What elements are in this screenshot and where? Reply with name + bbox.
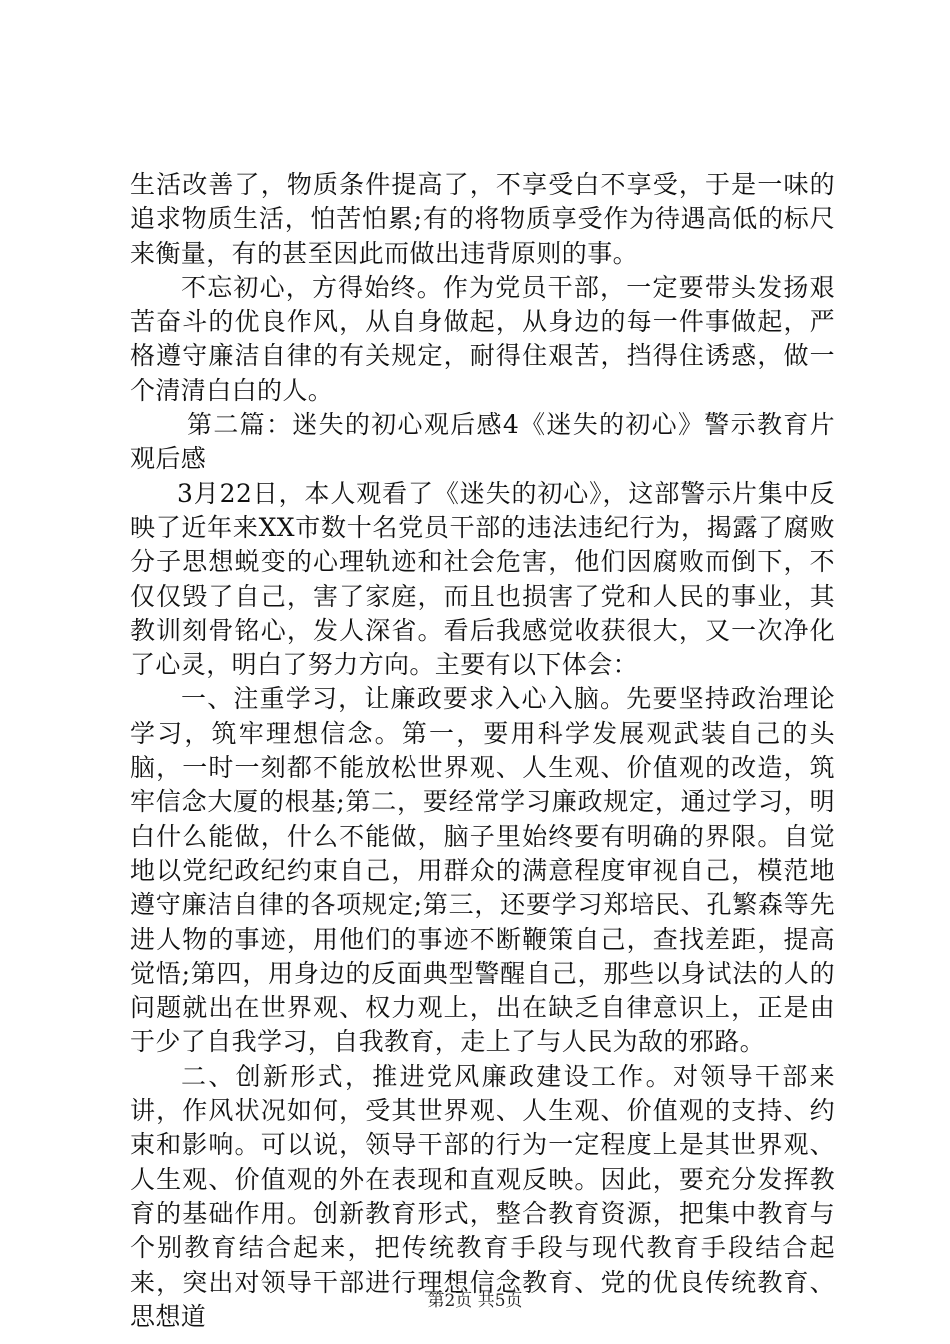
paragraph-point-two: 二、创新形式，推进党风廉政建设工作。对领导干部来讲，作风状况如何，受其世界观、人生观、价值观的支持、约束和影响。可以说，领导干部的行为一定程度上是其世界观、人生观、价值观的外在表现和直观反映。因此，要充分发挥教育的基础作用。创新教育形式，整合教育资源，把集中教育与个别教育结合起来，把传统教育手段与现代教育手段结合起来，突出对领导干部进行理想信念教育、党的优良传统教育、思想道: [130, 1061, 835, 1331]
document-body: [130, 168, 835, 1334]
paragraph-never-forget: 不忘初心，方得始终。作为党员干部，一定要带头发扬艰苦奋斗的优良作风，从自身做起，从身边的每一件事做起，严格遵守廉洁自律的有关规定，耐得住艰苦，挡得住诱惑，做一个清清白白的人。: [130, 272, 835, 405]
paragraph-continuation: 生活改善了，物质条件提高了，不享受白不享受，于是一味的追求物质生活，怕苦怕累;有的将物质享受作为待遇高低的标尺来衡量，有的甚至因此而做出违背原则的事。: [130, 170, 835, 268]
paragraph-point-one: 一、注重学习，让廉政要求入心入脑。先要坚持政治理论学习，筑牢理想信念。第一，要用科学发展观武装自己的头脑，一时一刻都不能放松世界观、人生观、价值观的改造，筑牢信念大厦的根基;第二，要经常学习廉政规定，通过学习，明白什么能做，什么不能做，脑子里始终要有明确的界限。自觉地以党纪政纪约束自己，用群众的满意程度审视自己，模范地遵守廉洁自律的各项规定;第三，还要学习郑培民、孔繁森等先进人物的事迹，用他们的事迹不断鞭策自己，查找差距，提高觉悟;第四，用身边的反面典型警醒自己，那些以身试法的人的问题就出在世界观、权力观上，出在缺乏自律意识上，正是由于少了自我学习，自我教育，走上了与人民为敌的邪路。: [130, 684, 835, 1057]
paragraph-intro: 3月22日，本人观看了《迷失的初心》，这部警示片集中反映了近年来XX市数十名党员干部的违法违纪行为，揭露了腐败分子思想蜕变的心理轨迹和社会危害，他们因腐败而倒下，不仅仅毁了自己，害了家庭，而且也损害了党和人民的事业，其教训刻骨铭心，发人深省。看后我感觉收获很大，又一次净化了心灵，明白了努力方向。主要有以下体会：: [130, 478, 835, 680]
section-heading: 第二篇：迷失的初心观后感4《迷失的初心》警示教育片观后感: [130, 410, 835, 474]
page-footer: 第2页 共5页: [427, 1291, 523, 1311]
